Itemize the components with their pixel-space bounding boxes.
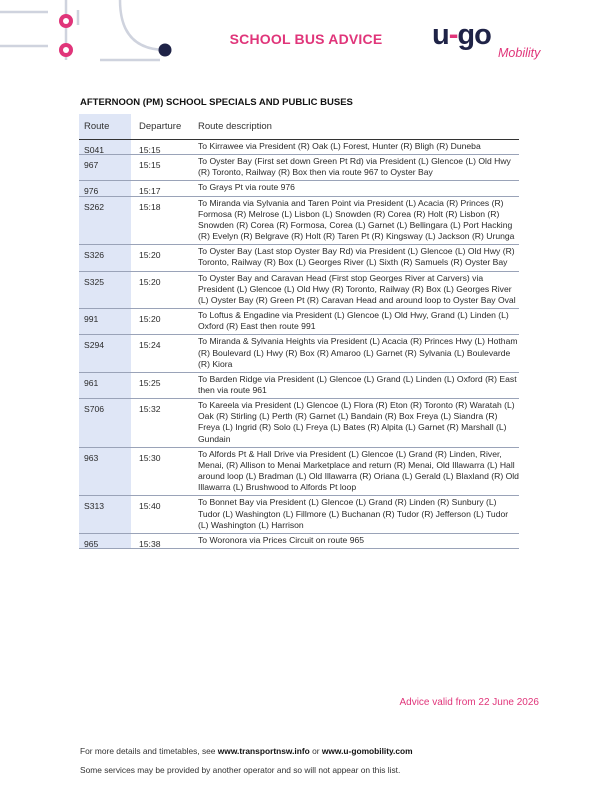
table-row xyxy=(79,335,519,372)
table-row xyxy=(79,272,519,309)
logo-subtitle: Mobility xyxy=(498,46,541,60)
departure-time: 15:25 xyxy=(139,377,161,388)
route-description: To Oyster Bay (Last stop Oyster Bay Rd) via President (L) Glencoe (L) Old Hwy (R) Toronto, Railway (R) Box (L) Georges River (L) Sixth (R) Samuels (R) Oyster Bay xyxy=(198,246,515,268)
bus-schedule-table xyxy=(79,114,519,549)
route-number: 967 xyxy=(84,160,99,171)
departure-time: 15:40 xyxy=(139,501,161,512)
departure-time: 15:20 xyxy=(139,314,161,325)
page-title: SCHOOL BUS ADVICE xyxy=(229,31,383,47)
logo-wordmark: u-go xyxy=(432,19,491,51)
route-number: S326 xyxy=(84,250,105,261)
route-number: 976 xyxy=(84,186,99,197)
ugo-mobility-logo xyxy=(432,19,562,66)
section-heading: AFTERNOON (PM) SCHOOL SPECIALS AND PUBLIC BUSES xyxy=(80,97,353,108)
footer-disclaimer: Some services may be provided by another operator and so will not appear on this list. xyxy=(80,765,401,775)
table-row xyxy=(79,181,519,196)
footer-or-text: or xyxy=(309,746,322,756)
table-row xyxy=(79,245,519,271)
departure-time: 15:38 xyxy=(139,538,161,549)
route-description: To Barden Ridge via President (L) Glencoe (L) Grand (L) Linden (L) Oxford (R) East then via route 961 xyxy=(198,373,517,395)
table-row xyxy=(79,155,519,181)
route-number: 965 xyxy=(84,538,99,549)
route-number: 963 xyxy=(84,452,99,463)
route-number: S313 xyxy=(84,501,105,512)
route-description: To Grays Pt via route 976 xyxy=(198,182,295,193)
route-number: S262 xyxy=(84,201,105,212)
route-description: To Miranda via Sylvania and Taren Point via President (L) Acacia (R) Princes (R) Formosa (R) Melrose (L) Lisbon (L) Snowden (R) Corea (R) Holt (R) Lisbon (R) Snowden (R) Corea (R) Formosa, Corea (L) Garnet (L) Bellingara (L) Port Hacking (R) Evelyn (R) Belgrave (R) Holt (R) Taren Pt (R) Kingsway (L) Jackson (R) Urunga xyxy=(198,197,515,242)
footer-text: For more details and timetables, see xyxy=(80,746,218,756)
table-row xyxy=(79,448,519,497)
ugomobility-link[interactable]: www.u-gomobility.com xyxy=(321,746,413,756)
route-description: To Alfords Pt & Hall Drive via President (L) Glencoe (L) Grand (R) Linden, River, Menai, (R) Allison to Menai Marketplace and return (R) Menai, Old Illawarra (L) Hall around loop (L) Bradman (L) Old Illawarra (R) Oriana (L) Gerald (L) Blaxland (R) Old Illawarra (L) Brushwood to Alfords Pt loop xyxy=(198,448,519,493)
route-number: S706 xyxy=(84,404,105,415)
table-row xyxy=(79,534,519,549)
table-row xyxy=(79,197,519,246)
advice-validity: Advice valid from 22 June 2026 xyxy=(399,697,539,708)
route-description: To Loftus & Engadine via President (L) Glencoe (L) Old Hwy, Grand (L) Linden (L) Oxford (R) East then route 991 xyxy=(198,310,509,332)
route-description: To Woronora via Prices Circuit on route 965 xyxy=(198,534,365,545)
departure-time: 15:32 xyxy=(139,404,161,415)
route-number: S294 xyxy=(84,340,105,351)
route-description: To Oyster Bay (First set down Green Pt Rd) via President (L) Glencoe (L) Old Hwy (R) Toronto, Railway (R) Box then via route 967 to Oyster Bay xyxy=(198,156,511,178)
route-number: 991 xyxy=(84,314,99,325)
departure-time: 15:20 xyxy=(139,250,161,261)
route-number: S325 xyxy=(84,276,105,287)
column-header-route: Route xyxy=(84,121,110,132)
route-number: 961 xyxy=(84,377,99,388)
route-description: To Bonnet Bay via President (L) Glencoe (L) Grand (R) Linden (R) Sunbury (L) Tudor (L) Washington (L) Fillmore (L) Buchanan (R) Tudor (R) Jefferson (L) Tudor (L) Washington (L) Harrison xyxy=(198,497,509,530)
table-header xyxy=(79,114,519,140)
footer-links-line xyxy=(80,746,413,756)
table-row xyxy=(79,496,519,533)
table-row xyxy=(79,140,519,155)
departure-time: 15:30 xyxy=(139,452,161,463)
column-header-departure: Departure xyxy=(139,121,182,132)
column-header-description: Route description xyxy=(198,121,272,132)
departure-time: 15:24 xyxy=(139,340,161,351)
route-description: To Kareela via President (L) Glencoe (L) Flora (R) Eton (R) Toronto (R) Waratah (L) Oak (R) Stirling (L) Perth (R) Garnet (L) Bandain (R) Box Freya (L) Siandra (R) Freya (L) Ingrid (R) Solo (L) Freya (L) Bates (R) Alpita (L) Garnet (R) Marshall (L) Gundain xyxy=(198,400,515,444)
route-description: To Oyster Bay and Caravan Head (First stop Georges River at Carvers) via President (L) Glencoe (L) Old Hwy (R) Toronto, Railway (R) Box (L) Georges River (L) Oyster Bay (R) Green Pt (R) Caravan Head and around loop to Oyster Bay Oval xyxy=(198,272,516,305)
departure-time: 15:20 xyxy=(139,276,161,287)
table-row xyxy=(79,399,519,448)
route-description: To Miranda & Sylvania Heights via President (L) Acacia (R) Princes Hwy (L) Hotham (R) Boulevard (L) Hwy (R) Box (R) Amaroo (L) Garnet (R) Sylvania (L) Boulevarde (R) Kiora xyxy=(198,336,518,369)
departure-time: 15:18 xyxy=(139,201,161,212)
departure-time: 15:15 xyxy=(139,160,161,171)
departure-time: 15:15 xyxy=(139,145,161,155)
table-row xyxy=(79,309,519,335)
transportnsw-link[interactable]: www.transportnsw.info xyxy=(217,746,310,756)
table-row xyxy=(79,373,519,399)
route-number: S041 xyxy=(84,145,105,155)
route-description: To Kirrawee via President (R) Oak (L) Forest, Hunter (R) Bligh (R) Duneba xyxy=(198,141,481,151)
departure-time: 15:17 xyxy=(139,186,161,197)
